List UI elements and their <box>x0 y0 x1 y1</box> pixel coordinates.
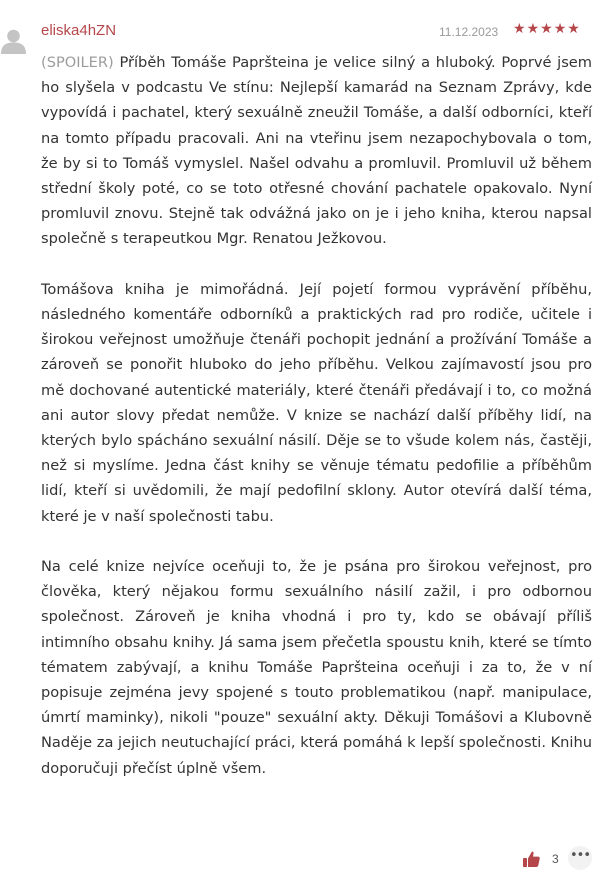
thumbs-up-icon[interactable] <box>523 851 540 867</box>
spoiler-tag: (SPOILER) <box>41 54 114 71</box>
like-control[interactable] <box>523 848 559 870</box>
review-author-link[interactable]: eliska4hZN <box>41 22 117 39</box>
paragraph-text: Příběh Tomáše Papršteina je velice silný a hluboký. Poprvé jsem ho slyšela v podcastu Ve stínu: Nejlepší kamarád na Seznam Zprávy, kde vypovídá i pachatel, který sexuálně zneužil Tomáše, a další odborníci, kteří na tomto případu pracovali. Ani na vteřinu jsem nezapochybovala o tom, že by si to Tomáš vymyslel. Našel odvahu a promluvil. Promluvil už během střední školy poté, co se toto otřesné chování pachatele opakovalo. Nyní promluvil znovu. Stejně tak odvážná jako on je i jeho kniha, kterou napsal společně s terapeutkou Mgr. Renatou Ježkovou. <box>41 54 593 248</box>
star-icon: ★ <box>553 21 568 37</box>
review-text <box>41 50 592 806</box>
star-icon: ★ <box>526 21 541 37</box>
ellipsis-icon: ••• <box>569 847 590 863</box>
more-options-button[interactable] <box>568 846 592 870</box>
review-paragraph: Na celé knize nejvíce oceňuji to, že je psána pro širokou veřejnost, pro člověka, který nějakou formu sexuálního násilí zažil, i pro odbornou společnost. Zároveň je kniha vhodná i pro ty, kdo se obávají příliš intimního obsahu knihy. Já sama jsem přečetla spoustu knih, které se tímto tématem zabývají, a knihu Tomáše Papršteina oceňuji i za to, že v ní popisuje zejména jevy spojené s touto problematikou (např. manipulace, úmrtí maminky), nikoli "pouze" sexuální akty. Děkuji Tomášovi a Klubovně Naděje za jejich neutuchající práci, která pomáhá k lepší společnosti. Knihu doporučuji přečíst úplně všem. <box>41 558 592 777</box>
review-paragraph <box>41 50 592 252</box>
review-date: 11.12.2023 <box>439 25 499 39</box>
star-icon: ★ <box>567 21 581 37</box>
like-count: 3 <box>552 852 559 866</box>
rating-stars <box>513 21 581 38</box>
review-paragraph: Tomášova kniha je mimořádná. Její pojetí formou vyprávění příběhu, následného komentáře odborníků a praktických rad pro rodiče, učitele i širokou veřejnost umožňuje čtenáři pochopit jednání a prožívání Tomáše a zároveň se ponořit hluboko do jeho příběhu. Velkou zajímavostí jsou pro mě dochované autentické materiály, které čtenáři předávají i to, co možná ani autor slovy předat nemůže. V knize se nachází další příběhy lidí, na kterých bylo spácháno sexuální násilí. Děje se to všude kolem nás, častěji, než si myslíme. Jedna část knihy se věnuje tématu pedofilie a příběhům lidí, kteří si uvědomili, že mají pedofilní sklony. Autor otevírá další téma, které je v naší společnosti tabu. <box>41 280 592 525</box>
star-icon: ★ <box>540 21 554 37</box>
user-silhouette-icon[interactable] <box>0 27 27 54</box>
star-icon: ★ <box>513 21 527 37</box>
